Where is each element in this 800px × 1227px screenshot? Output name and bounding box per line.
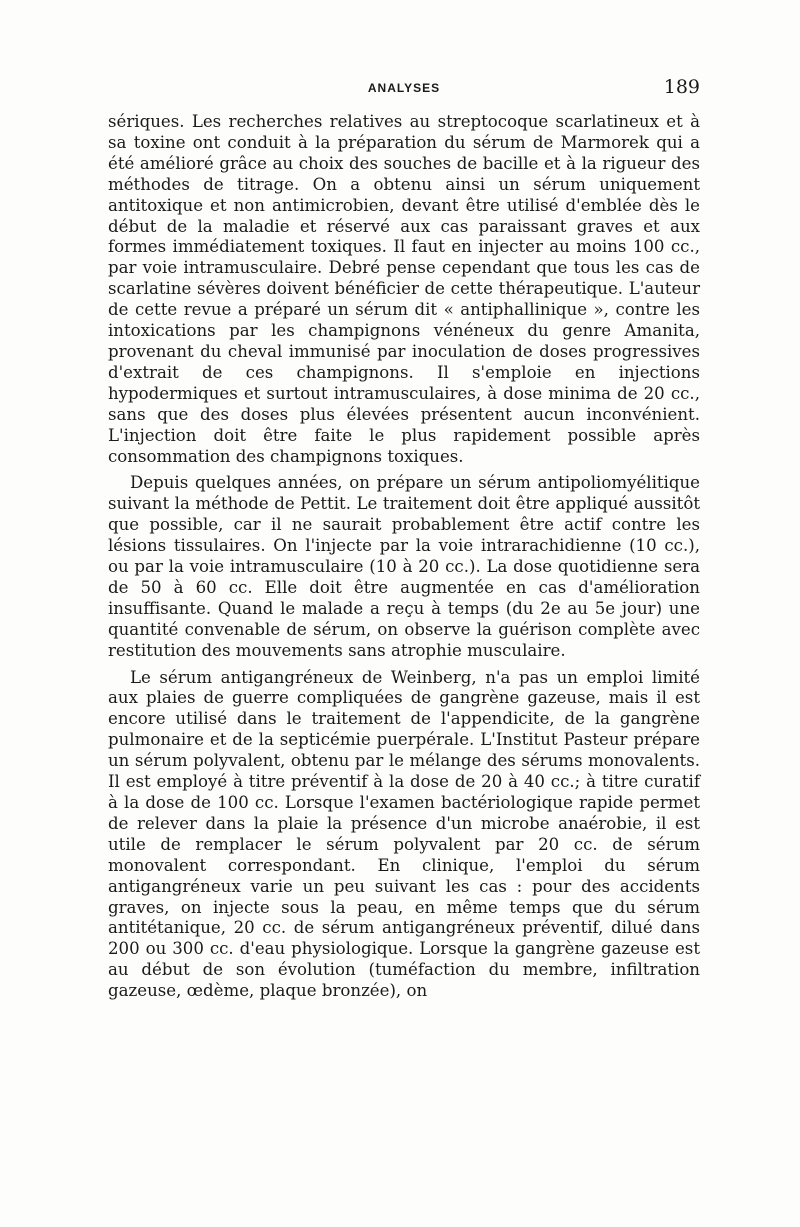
running-head-title: ANALYSES bbox=[367, 81, 441, 95]
paragraph-antigangrene-serum: Le sérum antigangréneux de Weinberg, n'a pas un emploi limité aux plaies de guerre compliquées de gangrène gazeuse, mais il est encore utilisé dans le traitement de l'appendicite, de la gangrène pulmonaire et de la septicémie puerpérale. L'Institut Pasteur prépare un sérum polyvalent, obtenu par le mélange des sérums monovalents. Il est employé à titre préventif à la dose de 20 à 40 cc.; à titre curatif à la dose de 100 cc. Lorsque l'examen bactériologique rapide permet de relever dans la plaie la présence d'un microbe anaérobie, il est utile de remplacer le sérum polyvalent par 20 cc. de sérum monovalent correspondant. En clinique, l'emploi du sérum antigangréneux varie un peu suivant les cas : pour des accidents graves, on injecte sous la peau, en même temps que du sérum antitétanique, 20 cc. de sérum antigangréneux préventif, dilué dans 200 ou 300 cc. d'eau physiologique. Lorsque la gangrène gazeuse est au début de son évolution (tuméfaction du membre, infiltration gazeuse, œdème, plaque bronzée), on bbox=[108, 667, 700, 1001]
page-number: 189 bbox=[663, 76, 700, 98]
paragraph-poliomyelitis-serum: Depuis quelques années, on prépare un sérum antipoliomyélitique suivant la méthode de Pettit. Le traitement doit être appliqué aussitôt que possible, car il ne saurait probablement être actif contre les lésions tissulaires. On l'injecte par la voie intrarachidienne (10 cc.), ou par la voie intramusculaire (10 à 20 cc.). La dose quotidienne sera de 50 à 60 cc. Elle doit être augmentée en cas d'amélioration insuffisante. Quand le malade a reçu à temps (du 2e au 5e jour) une quantité convenable de sérum, on observe la guérison complète avec restitution des mouvements sans atrophie musculaire. bbox=[108, 473, 700, 660]
running-head bbox=[108, 78, 700, 102]
paragraph-scarlatine-serum: sériques. Les recherches relatives au streptocoque scarlatineux et à sa toxine ont conduit à la préparation du sérum de Marmorek qui a été amélioré grâce au choix des souches de bacille et à la rigueur des méthodes de titrage. On a obtenu ainsi un sérum uniquement antitoxique et non antimicrobien, devant être utilisé d'emblée dès le début de la maladie et réservé aux cas paraissant graves et aux formes immédiatement toxiques. Il faut en injecter au moins 100 cc., par voie intramusculaire. Debré pense cependant que tous les cas de scarlatine sévères doivent bénéficier de cette thérapeutique. L'auteur de cette revue a préparé un sérum dit « antiphallinique », contre les intoxications par les champignons vénéneux du genre Amanita, provenant du cheval immunisé par inoculation de doses progressives d'extrait de ces champignons. Il s'emploie en injections hypodermiques et surtout intramusculaires, à dose minima de 20 cc., sans que des doses plus élevées présentent aucun inconvénient. L'injection doit être faite le plus rapidement possible après consommation des champignons toxiques. bbox=[108, 112, 700, 466]
body-text bbox=[108, 112, 700, 1008]
